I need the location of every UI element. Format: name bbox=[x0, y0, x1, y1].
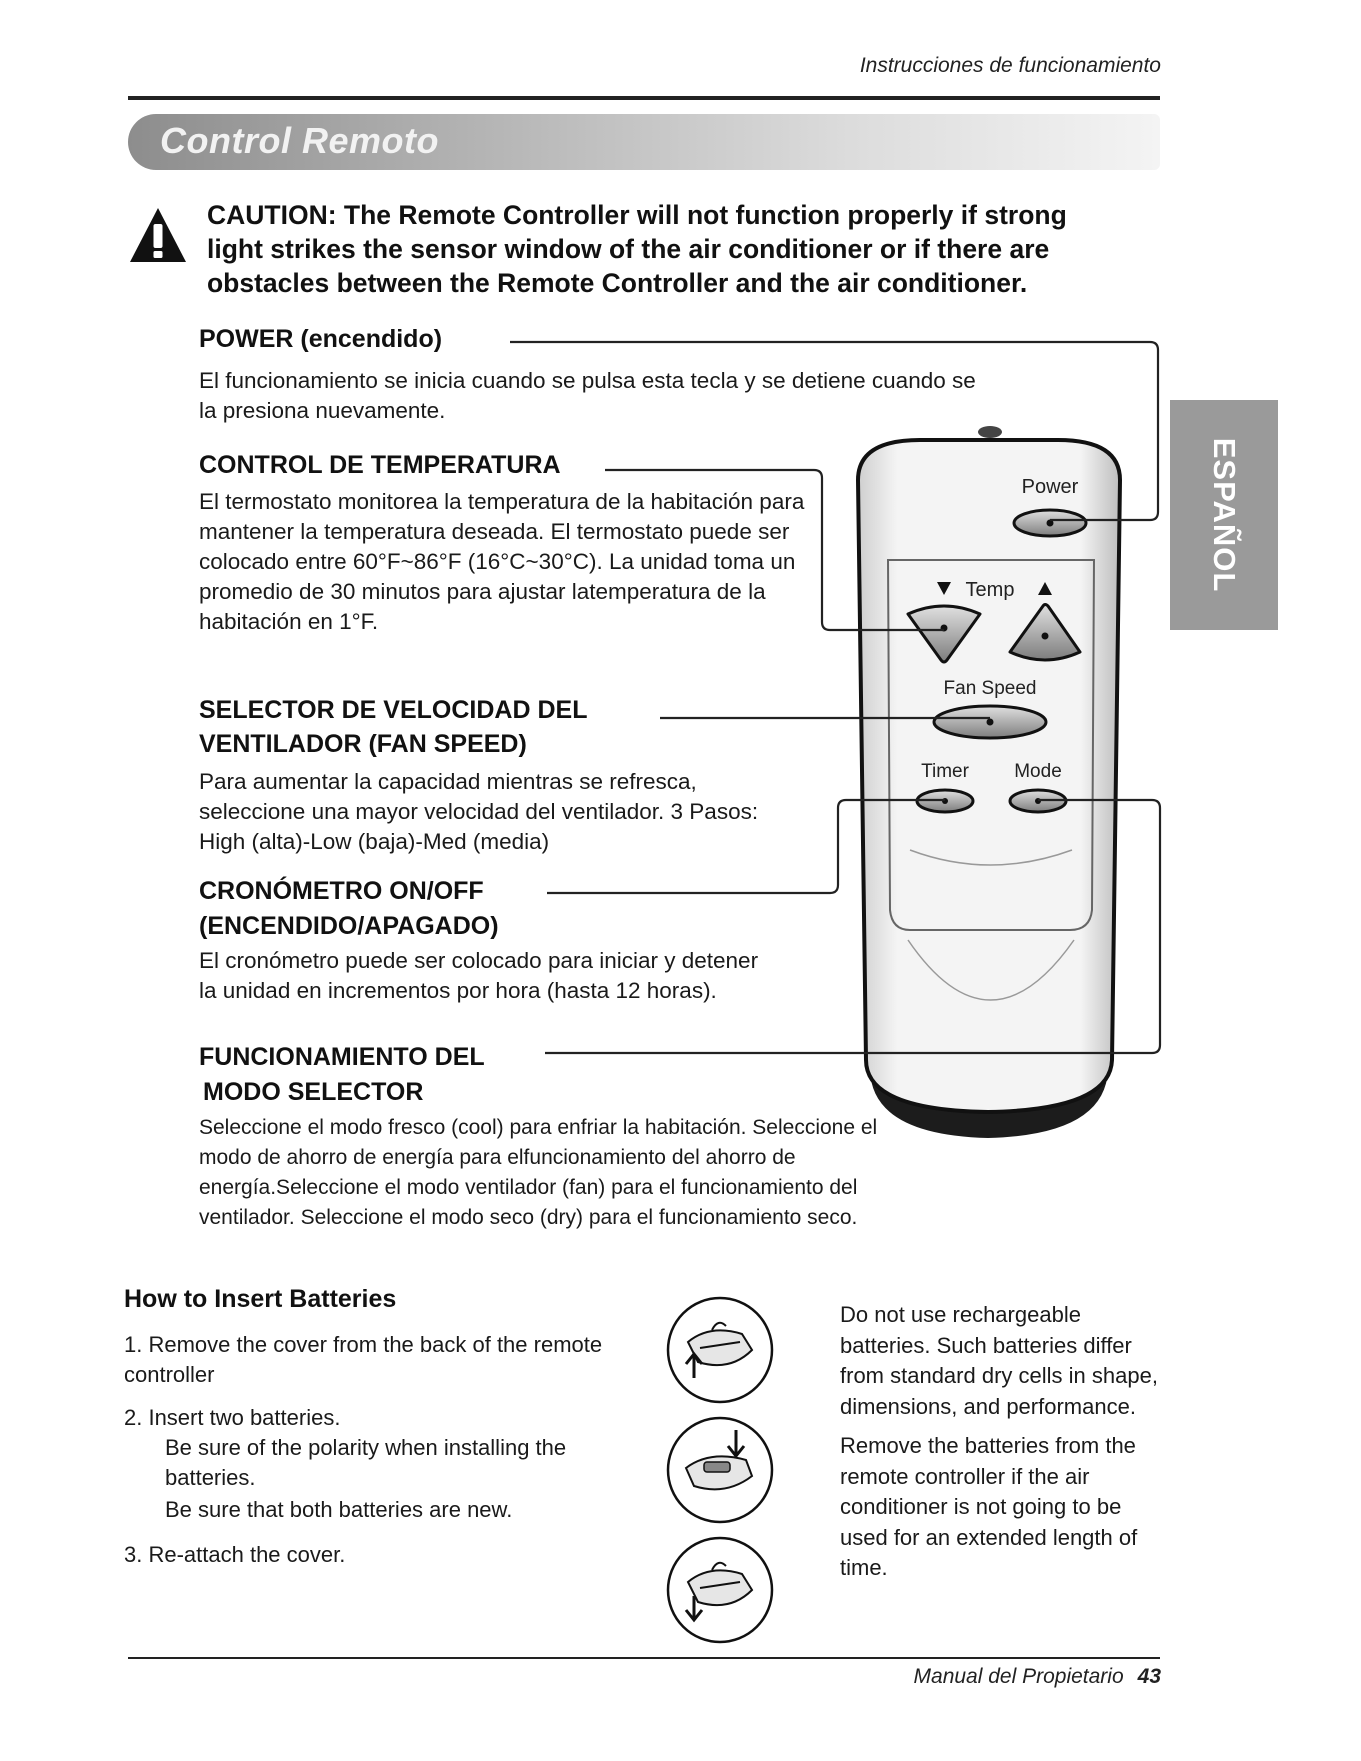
battery-step-1-illustration bbox=[668, 1298, 772, 1402]
battery-step-3: 3. Re-attach the cover. bbox=[124, 1542, 346, 1567]
page-title: Control Remoto bbox=[160, 120, 439, 161]
remote-ir-emitter bbox=[978, 426, 1002, 438]
remote-fan-speed-label: Fan Speed bbox=[943, 678, 1037, 699]
batteries-title: How to Insert Batteries bbox=[124, 1285, 397, 1313]
page-header-label: Instrucciones de funcionamiento bbox=[859, 54, 1161, 77]
page-number: 43 bbox=[1137, 1665, 1161, 1688]
battery-step-2-note-new: Be sure that both batteries are new. bbox=[165, 1497, 513, 1522]
temperature-section-body: El termostato monitorea la temperatura de la habitación para mantener la temperatura deseada. El termostato puede ser colocado entre 60°F~86°F (16°C~30°C). La unidad toma un promedio de 30 minutos para ajustar latemperatura de la habitación en 1°F. bbox=[199, 489, 805, 634]
battery-step-2-illustration bbox=[668, 1418, 772, 1522]
battery-step-1: 1. Remove the cover from the back of the remote controller bbox=[124, 1332, 603, 1387]
remote-mode-label: Mode bbox=[1014, 761, 1062, 782]
language-tab-label: ESPAÑOL bbox=[1207, 437, 1242, 593]
fan-speed-section-title-line2: VENTILADOR (FAN SPEED) bbox=[199, 730, 527, 758]
remote-timer-label: Timer bbox=[921, 761, 969, 782]
mode-section-title-line2: MODO SELECTOR bbox=[203, 1078, 424, 1106]
temperature-section-title: CONTROL DE TEMPERATURA bbox=[199, 451, 561, 479]
battery-note-rechargeable: Do not use rechargeable batteries. Such batteries differ from standard dry cells in shape, dimensions, and performance. bbox=[840, 1302, 1158, 1419]
fan-speed-button[interactable] bbox=[934, 706, 1046, 738]
power-button[interactable] bbox=[1014, 510, 1086, 536]
remote-body bbox=[858, 440, 1120, 1112]
footer-manual-title: Manual del Propietario bbox=[913, 1665, 1124, 1688]
battery-step-2: 2. Insert two batteries. bbox=[124, 1405, 341, 1430]
battery-note-remove: Remove the batteries from the remote controller if the air conditioner is not going to be used for an extended length of time. bbox=[840, 1433, 1138, 1580]
remote-power-label: Power bbox=[1021, 476, 1079, 498]
caution-text: CAUTION: The Remote Controller will not function properly if strong light strikes the sensor window of the air conditioner or if there are obstacles between the Remote Controller and the air conditioner. bbox=[207, 200, 1067, 298]
remote-temp-label: Temp bbox=[965, 579, 1015, 601]
battery-steps-illustration bbox=[660, 1290, 780, 1650]
page-footer bbox=[914, 1665, 1161, 1689]
bottom-divider bbox=[128, 1657, 1160, 1659]
power-section-title: POWER (encendido) bbox=[199, 325, 443, 353]
battery-step-3-illustration bbox=[668, 1538, 772, 1642]
mode-section-body: Seleccione el modo fresco (cool) para enfriar la habitación. Seleccione el modo de ahorro de energía para elfuncionamiento del ahorro de energía.Seleccione el modo ventilador (fan) para el funcionamiento del ventilador. Seleccione el modo seco (dry) para el funcionamiento seco. bbox=[199, 1116, 878, 1229]
fan-speed-section-body: Para aumentar la capacidad mientras se refresca, seleccione una mayor velocidad del ventilador. 3 Pasos: High (alta)-Low (baja)-Med (media) bbox=[199, 769, 759, 854]
battery-step-2-note-polarity: Be sure of the polarity when installing the batteries. bbox=[165, 1435, 567, 1490]
timer-section-title-line2: (ENCENDIDO/APAGADO) bbox=[199, 912, 499, 940]
timer-section-body: El cronómetro puede ser colocado para iniciar y detener la unidad en incrementos por hora (hasta 12 horas). bbox=[199, 948, 759, 1003]
power-section-body: El funcionamiento se inicia cuando se pulsa esta tecla y se detiene cuando se la presiona nuevamente. bbox=[199, 368, 976, 423]
fan-speed-section-title-line1: SELECTOR DE VELOCIDAD DEL bbox=[199, 696, 588, 724]
timer-section-title-line1: CRONÓMETRO ON/OFF bbox=[199, 877, 484, 905]
mode-section-title-line1: FUNCIONAMIENTO DEL bbox=[199, 1043, 485, 1071]
battery-note bbox=[840, 1300, 1160, 1593]
